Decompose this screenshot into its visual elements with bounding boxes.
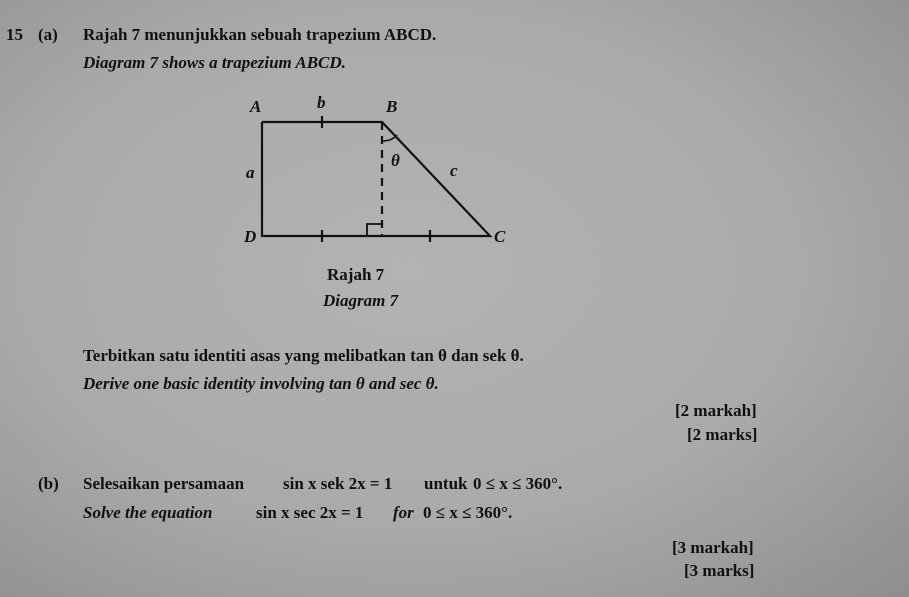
part-b-marks-malay: [3 markah] (672, 538, 754, 557)
part-b-english-for: for (393, 503, 414, 522)
part-b-label: (b) (38, 474, 59, 493)
diagram-caption-malay: Rajah 7 (327, 265, 385, 284)
right-angle-marker (367, 224, 382, 236)
part-a-marks-malay: [2 markah] (675, 401, 757, 420)
diagram-caption-english: Diagram 7 (323, 291, 399, 310)
vertex-a: A (250, 97, 262, 116)
part-b-english-task: Solve the equation (83, 503, 213, 522)
part-b-english-range: 0 ≤ x ≤ 360°. (423, 503, 513, 522)
vertex-c: C (494, 227, 506, 246)
vertex-b: B (386, 97, 398, 116)
part-b-english-equation: sin x sec 2x = 1 (256, 503, 364, 522)
part-b-malay-task: Selesaikan persamaan (83, 474, 245, 493)
part-b-malay-for: untuk (424, 474, 468, 493)
part-a-english-intro: Diagram 7 shows a trapezium ABCD. (83, 53, 346, 72)
part-a-malay-intro: Rajah 7 menunjukkan sebuah trapezium ABCD. (83, 25, 437, 44)
part-b-malay-equation: sin x sek 2x = 1 (283, 474, 393, 493)
part-a-malay-task: Terbitkan satu identiti asas yang melibatkan tan θ dan sek θ. (83, 346, 524, 365)
part-a-label: (a) (38, 25, 58, 44)
vertex-d: D (244, 227, 257, 246)
side-c: c (450, 161, 458, 180)
part-b-malay-range: 0 ≤ x ≤ 360°. (473, 474, 563, 493)
question-number: 15 (6, 25, 23, 44)
angle-theta: θ (391, 151, 400, 170)
part-a-marks-english: [2 marks] (687, 425, 758, 444)
part-a-english-task: Derive one basic identity involving tan θ and sec θ. (83, 374, 439, 393)
side-a: a (246, 163, 255, 182)
side-b: b (317, 93, 326, 112)
part-b-marks-english: [3 marks] (684, 561, 755, 580)
